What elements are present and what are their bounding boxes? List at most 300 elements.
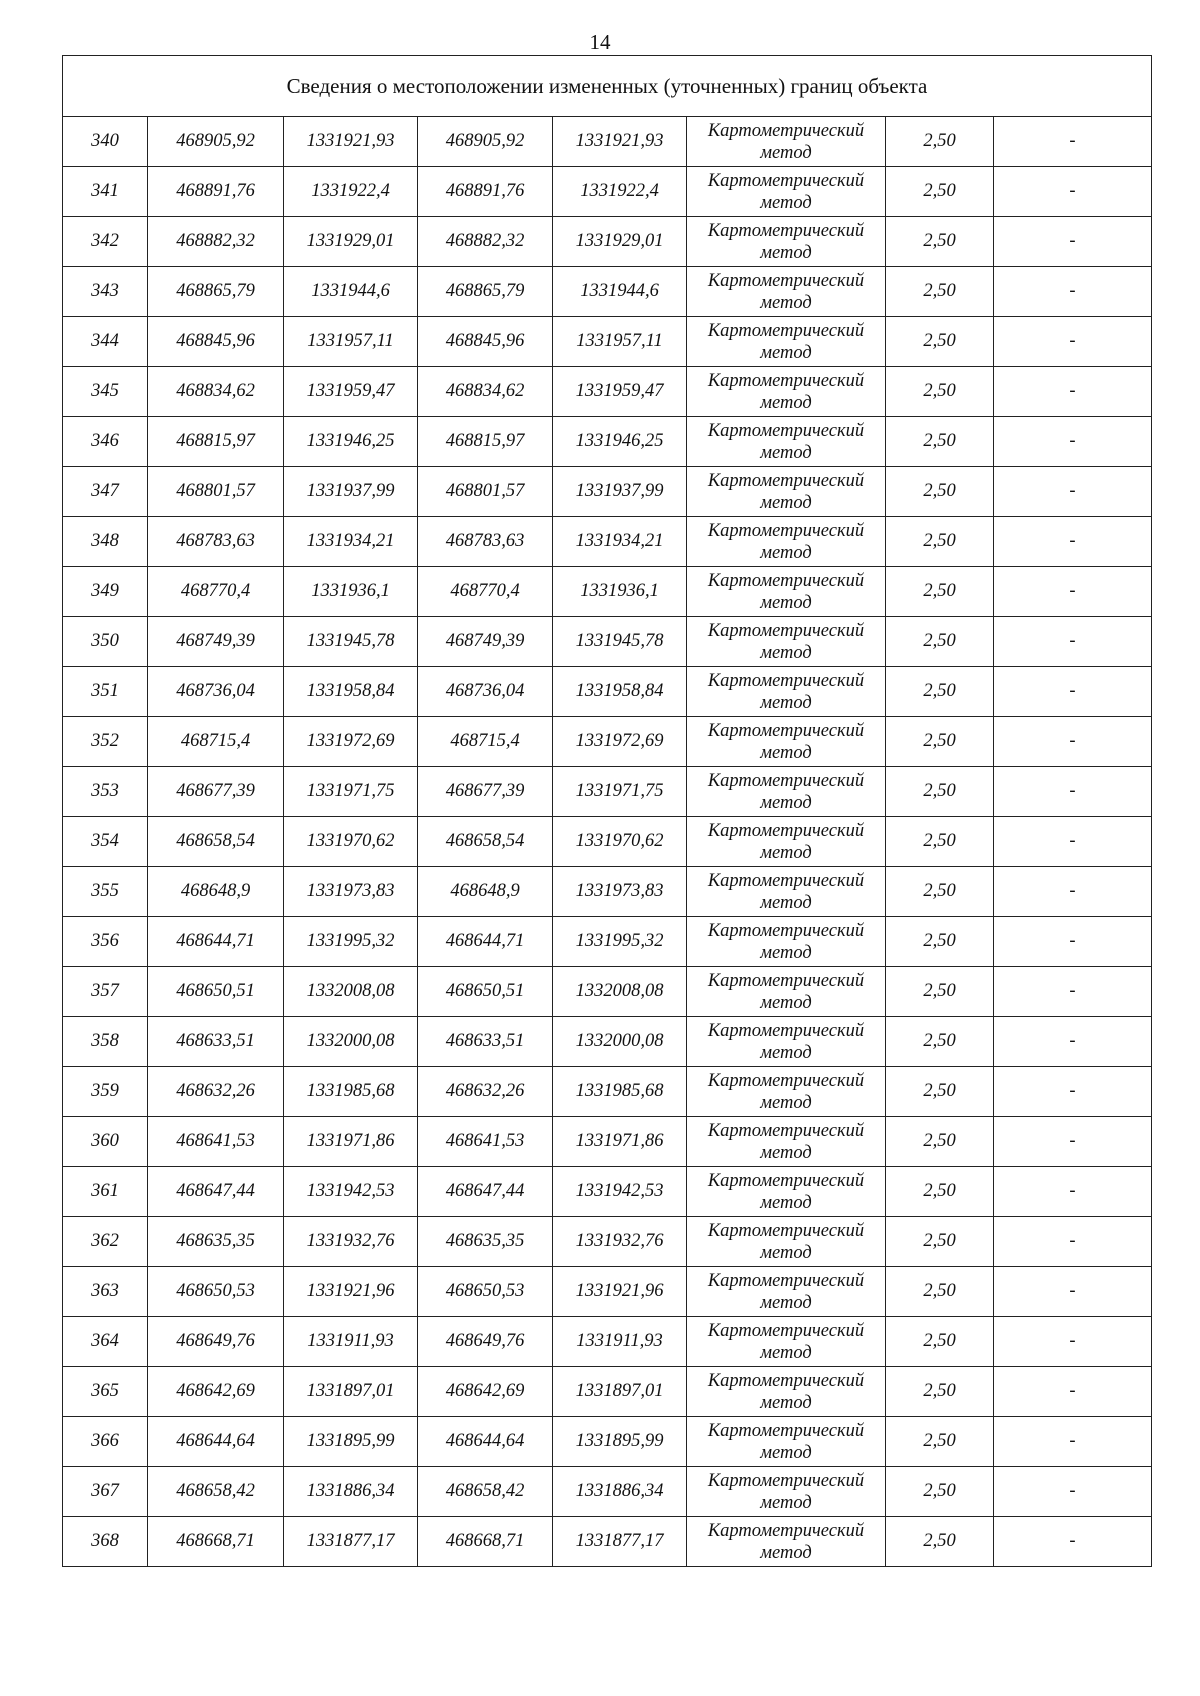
method-line-2: метод: [760, 1492, 812, 1513]
table-row: [63, 317, 1152, 367]
existing-x-cell: 468649,76: [148, 1317, 284, 1367]
existing-x-cell: 468783,63: [148, 517, 284, 567]
method-line-2: метод: [760, 1542, 812, 1563]
precision-cell: 2,50: [886, 117, 994, 167]
note-cell: -: [994, 117, 1152, 167]
method-line-1: Картометрический: [707, 1120, 865, 1141]
method-line-2: метод: [760, 392, 812, 413]
refined-y-cell: 1331886,34: [553, 1467, 687, 1517]
refined-x-cell: 468650,51: [418, 967, 553, 1017]
refined-y-cell: 1331971,86: [553, 1117, 687, 1167]
method-cell: [687, 467, 886, 517]
table-row: [63, 1367, 1152, 1417]
note-cell: -: [994, 467, 1152, 517]
method-line-2: метод: [760, 1142, 812, 1163]
existing-y-cell: 1331932,76: [284, 1217, 418, 1267]
method-line-2: метод: [760, 492, 812, 513]
precision-cell: 2,50: [886, 867, 994, 917]
table-row: [63, 367, 1152, 417]
point-number-cell: 341: [63, 167, 148, 217]
precision-cell: 2,50: [886, 217, 994, 267]
method-line-1: Картометрический: [707, 820, 865, 841]
point-number-cell: 348: [63, 517, 148, 567]
existing-x-cell: 468668,71: [148, 1517, 284, 1567]
existing-y-cell: 1331972,69: [284, 717, 418, 767]
table-title: Сведения о местоположении измененных (уточненных) границ объекта: [63, 56, 1152, 117]
refined-x-cell: 468641,53: [418, 1117, 553, 1167]
refined-y-cell: 1331922,4: [553, 167, 687, 217]
table-row: [63, 517, 1152, 567]
refined-y-cell: 1331929,01: [553, 217, 687, 267]
refined-x-cell: 468658,42: [418, 1467, 553, 1517]
refined-y-cell: 1331973,83: [553, 867, 687, 917]
note-cell: -: [994, 167, 1152, 217]
existing-x-cell: 468650,51: [148, 967, 284, 1017]
table-row: [63, 667, 1152, 717]
precision-cell: 2,50: [886, 567, 994, 617]
method-line-1: Картометрический: [707, 220, 865, 241]
refined-x-cell: 468650,53: [418, 1267, 553, 1317]
precision-cell: 2,50: [886, 1467, 994, 1517]
precision-cell: 2,50: [886, 1117, 994, 1167]
existing-y-cell: 1331895,99: [284, 1417, 418, 1467]
method-cell: [687, 267, 886, 317]
method-cell: [687, 1367, 886, 1417]
table-row: [63, 817, 1152, 867]
method-cell: [687, 667, 886, 717]
method-cell: [687, 717, 886, 767]
table-row: [63, 967, 1152, 1017]
method-line-1: Картометрический: [707, 1020, 865, 1041]
existing-y-cell: 1332000,08: [284, 1017, 418, 1067]
method-line-1: Картометрический: [707, 470, 865, 491]
table-row: [63, 467, 1152, 517]
method-line-2: метод: [760, 942, 812, 963]
refined-x-cell: 468633,51: [418, 1017, 553, 1067]
point-number-cell: 361: [63, 1167, 148, 1217]
existing-x-cell: 468642,69: [148, 1367, 284, 1417]
method-line-1: Картометрический: [707, 1320, 865, 1341]
existing-y-cell: 1331911,93: [284, 1317, 418, 1367]
refined-y-cell: 1331877,17: [553, 1517, 687, 1567]
note-cell: -: [994, 1067, 1152, 1117]
method-line-1: Картометрический: [707, 370, 865, 391]
method-line-2: метод: [760, 1392, 812, 1413]
method-line-2: метод: [760, 642, 812, 663]
method-line-1: Картометрический: [707, 720, 865, 741]
note-cell: -: [994, 767, 1152, 817]
precision-cell: 2,50: [886, 517, 994, 567]
note-cell: -: [994, 967, 1152, 1017]
method-line-1: Картометрический: [707, 320, 865, 341]
refined-x-cell: 468749,39: [418, 617, 553, 667]
point-number-cell: 368: [63, 1517, 148, 1567]
existing-y-cell: 1331970,62: [284, 817, 418, 867]
existing-x-cell: 468865,79: [148, 267, 284, 317]
refined-x-cell: 468715,4: [418, 717, 553, 767]
precision-cell: 2,50: [886, 967, 994, 1017]
method-cell: [687, 117, 886, 167]
refined-y-cell: 1331895,99: [553, 1417, 687, 1467]
refined-x-cell: 468642,69: [418, 1367, 553, 1417]
note-cell: -: [994, 517, 1152, 567]
refined-y-cell: 1332000,08: [553, 1017, 687, 1067]
method-line-1: Картометрический: [707, 520, 865, 541]
method-cell: [687, 1317, 886, 1367]
table-row: [63, 1317, 1152, 1367]
point-number-cell: 367: [63, 1467, 148, 1517]
note-cell: -: [994, 1317, 1152, 1367]
method-line-2: метод: [760, 342, 812, 363]
method-cell: [687, 1217, 886, 1267]
existing-x-cell: 468815,97: [148, 417, 284, 467]
point-number-cell: 346: [63, 417, 148, 467]
existing-x-cell: 468801,57: [148, 467, 284, 517]
existing-x-cell: 468905,92: [148, 117, 284, 167]
existing-y-cell: 1331959,47: [284, 367, 418, 417]
existing-x-cell: 468650,53: [148, 1267, 284, 1317]
note-cell: -: [994, 1217, 1152, 1267]
method-cell: [687, 967, 886, 1017]
existing-y-cell: 1331886,34: [284, 1467, 418, 1517]
refined-y-cell: 1331937,99: [553, 467, 687, 517]
existing-x-cell: 468635,35: [148, 1217, 284, 1267]
point-number-cell: 355: [63, 867, 148, 917]
precision-cell: 2,50: [886, 917, 994, 967]
refined-y-cell: 1331897,01: [553, 1367, 687, 1417]
existing-x-cell: 468834,62: [148, 367, 284, 417]
method-cell: [687, 317, 886, 367]
existing-y-cell: 1331936,1: [284, 567, 418, 617]
note-cell: -: [994, 1267, 1152, 1317]
method-line-2: метод: [760, 792, 812, 813]
boundary-coordinates-table: [62, 55, 1152, 1567]
refined-y-cell: 1331995,32: [553, 917, 687, 967]
refined-x-cell: 468882,32: [418, 217, 553, 267]
point-number-cell: 362: [63, 1217, 148, 1267]
refined-x-cell: 468635,35: [418, 1217, 553, 1267]
note-cell: -: [994, 867, 1152, 917]
table-row: [63, 1517, 1152, 1567]
existing-x-cell: 468715,4: [148, 717, 284, 767]
point-number-cell: 353: [63, 767, 148, 817]
method-line-1: Картометрический: [707, 670, 865, 691]
table-row: [63, 117, 1152, 167]
refined-x-cell: 468834,62: [418, 367, 553, 417]
note-cell: -: [994, 917, 1152, 967]
refined-x-cell: 468632,26: [418, 1067, 553, 1117]
table-row: [63, 917, 1152, 967]
table-row: [63, 867, 1152, 917]
method-cell: [687, 917, 886, 967]
existing-y-cell: 1331929,01: [284, 217, 418, 267]
table-row: [63, 567, 1152, 617]
note-cell: -: [994, 1517, 1152, 1567]
existing-y-cell: 1331971,75: [284, 767, 418, 817]
refined-y-cell: 1331942,53: [553, 1167, 687, 1217]
existing-y-cell: 1331922,4: [284, 167, 418, 217]
refined-y-cell: 1332008,08: [553, 967, 687, 1017]
precision-cell: 2,50: [886, 667, 994, 717]
note-cell: -: [994, 1167, 1152, 1217]
precision-cell: 2,50: [886, 1517, 994, 1567]
note-cell: -: [994, 1117, 1152, 1167]
method-line-1: Картометрический: [707, 420, 865, 441]
refined-y-cell: 1331945,78: [553, 617, 687, 667]
point-number-cell: 350: [63, 617, 148, 667]
refined-x-cell: 468668,71: [418, 1517, 553, 1567]
precision-cell: 2,50: [886, 267, 994, 317]
method-line-2: метод: [760, 192, 812, 213]
existing-x-cell: 468647,44: [148, 1167, 284, 1217]
note-cell: -: [994, 667, 1152, 717]
point-number-cell: 354: [63, 817, 148, 867]
table-row: [63, 1167, 1152, 1217]
note-cell: -: [994, 1017, 1152, 1067]
method-line-2: метод: [760, 692, 812, 713]
existing-y-cell: 1331877,17: [284, 1517, 418, 1567]
precision-cell: 2,50: [886, 1267, 994, 1317]
precision-cell: 2,50: [886, 1067, 994, 1117]
table-row: [63, 617, 1152, 667]
refined-y-cell: 1331985,68: [553, 1067, 687, 1117]
method-line-2: метод: [760, 242, 812, 263]
precision-cell: 2,50: [886, 317, 994, 367]
existing-y-cell: 1331985,68: [284, 1067, 418, 1117]
method-line-1: Картометрический: [707, 270, 865, 291]
refined-x-cell: 468677,39: [418, 767, 553, 817]
existing-x-cell: 468882,32: [148, 217, 284, 267]
existing-x-cell: 468658,42: [148, 1467, 284, 1517]
refined-y-cell: 1331921,96: [553, 1267, 687, 1317]
method-line-2: метод: [760, 1342, 812, 1363]
method-cell: [687, 567, 886, 617]
precision-cell: 2,50: [886, 1217, 994, 1267]
method-line-2: метод: [760, 842, 812, 863]
existing-x-cell: 468891,76: [148, 167, 284, 217]
refined-y-cell: 1331911,93: [553, 1317, 687, 1367]
precision-cell: 2,50: [886, 1367, 994, 1417]
existing-y-cell: 1331973,83: [284, 867, 418, 917]
table-title-row: [63, 56, 1152, 117]
table-row: [63, 267, 1152, 317]
point-number-cell: 345: [63, 367, 148, 417]
existing-x-cell: 468677,39: [148, 767, 284, 817]
refined-x-cell: 468865,79: [418, 267, 553, 317]
precision-cell: 2,50: [886, 767, 994, 817]
precision-cell: 2,50: [886, 467, 994, 517]
method-cell: [687, 217, 886, 267]
method-line-2: метод: [760, 442, 812, 463]
existing-y-cell: 1331944,6: [284, 267, 418, 317]
refined-y-cell: 1331932,76: [553, 1217, 687, 1267]
refined-x-cell: 468658,54: [418, 817, 553, 867]
refined-x-cell: 468644,64: [418, 1417, 553, 1467]
refined-y-cell: 1331936,1: [553, 567, 687, 617]
note-cell: -: [994, 717, 1152, 767]
existing-y-cell: 1331897,01: [284, 1367, 418, 1417]
table-row: [63, 1467, 1152, 1517]
method-cell: [687, 617, 886, 667]
note-cell: -: [994, 317, 1152, 367]
refined-x-cell: 468770,4: [418, 567, 553, 617]
precision-cell: 2,50: [886, 1417, 994, 1467]
method-line-2: метод: [760, 592, 812, 613]
refined-x-cell: 468815,97: [418, 417, 553, 467]
method-cell: [687, 1517, 886, 1567]
table-row: [63, 1067, 1152, 1117]
precision-cell: 2,50: [886, 167, 994, 217]
method-cell: [687, 1167, 886, 1217]
existing-y-cell: 1331945,78: [284, 617, 418, 667]
point-number-cell: 352: [63, 717, 148, 767]
existing-x-cell: 468648,9: [148, 867, 284, 917]
method-line-1: Картометрический: [707, 770, 865, 791]
point-number-cell: 360: [63, 1117, 148, 1167]
table-row: [63, 1417, 1152, 1467]
refined-y-cell: 1331970,62: [553, 817, 687, 867]
method-line-2: метод: [760, 142, 812, 163]
method-line-2: метод: [760, 292, 812, 313]
refined-y-cell: 1331944,6: [553, 267, 687, 317]
method-cell: [687, 767, 886, 817]
refined-y-cell: 1331971,75: [553, 767, 687, 817]
existing-x-cell: 468641,53: [148, 1117, 284, 1167]
method-cell: [687, 1417, 886, 1467]
method-line-2: метод: [760, 992, 812, 1013]
precision-cell: 2,50: [886, 1317, 994, 1367]
refined-x-cell: 468845,96: [418, 317, 553, 367]
method-line-2: метод: [760, 1192, 812, 1213]
note-cell: -: [994, 217, 1152, 267]
existing-y-cell: 1331942,53: [284, 1167, 418, 1217]
existing-x-cell: 468736,04: [148, 667, 284, 717]
refined-x-cell: 468648,9: [418, 867, 553, 917]
precision-cell: 2,50: [886, 717, 994, 767]
existing-y-cell: 1331946,25: [284, 417, 418, 467]
existing-y-cell: 1331958,84: [284, 667, 418, 717]
method-line-2: метод: [760, 892, 812, 913]
existing-y-cell: 1331937,99: [284, 467, 418, 517]
point-number-cell: 357: [63, 967, 148, 1017]
refined-x-cell: 468891,76: [418, 167, 553, 217]
point-number-cell: 358: [63, 1017, 148, 1067]
method-cell: [687, 367, 886, 417]
table-row: [63, 1017, 1152, 1067]
method-line-1: Картометрический: [707, 970, 865, 991]
point-number-cell: 363: [63, 1267, 148, 1317]
precision-cell: 2,50: [886, 817, 994, 867]
point-number-cell: 347: [63, 467, 148, 517]
refined-x-cell: 468783,63: [418, 517, 553, 567]
method-cell: [687, 1017, 886, 1067]
method-cell: [687, 417, 886, 467]
table-row: [63, 767, 1152, 817]
refined-y-cell: 1331934,21: [553, 517, 687, 567]
note-cell: -: [994, 567, 1152, 617]
point-number-cell: 342: [63, 217, 148, 267]
refined-y-cell: 1331921,93: [553, 117, 687, 167]
method-line-2: метод: [760, 1242, 812, 1263]
method-line-2: метод: [760, 1092, 812, 1113]
method-line-1: Картометрический: [707, 570, 865, 591]
point-number-cell: 340: [63, 117, 148, 167]
existing-y-cell: 1331921,93: [284, 117, 418, 167]
existing-y-cell: 1331934,21: [284, 517, 418, 567]
method-cell: [687, 1117, 886, 1167]
existing-y-cell: 1331921,96: [284, 1267, 418, 1317]
point-number-cell: 356: [63, 917, 148, 967]
point-number-cell: 349: [63, 567, 148, 617]
table-row: [63, 167, 1152, 217]
refined-y-cell: 1331972,69: [553, 717, 687, 767]
table-row: [63, 717, 1152, 767]
refined-y-cell: 1331958,84: [553, 667, 687, 717]
refined-x-cell: 468736,04: [418, 667, 553, 717]
refined-x-cell: 468644,71: [418, 917, 553, 967]
existing-x-cell: 468749,39: [148, 617, 284, 667]
method-cell: [687, 167, 886, 217]
point-number-cell: 365: [63, 1367, 148, 1417]
method-cell: [687, 1067, 886, 1117]
refined-x-cell: 468801,57: [418, 467, 553, 517]
method-cell: [687, 817, 886, 867]
method-line-1: Картометрический: [707, 1370, 865, 1391]
existing-x-cell: 468644,71: [148, 917, 284, 967]
existing-x-cell: 468658,54: [148, 817, 284, 867]
method-cell: [687, 1267, 886, 1317]
existing-x-cell: 468845,96: [148, 317, 284, 367]
method-line-1: Картометрический: [707, 1420, 865, 1441]
existing-x-cell: 468770,4: [148, 567, 284, 617]
existing-y-cell: 1331995,32: [284, 917, 418, 967]
method-line-1: Картометрический: [707, 170, 865, 191]
method-line-1: Картометрический: [707, 120, 865, 141]
refined-y-cell: 1331957,11: [553, 317, 687, 367]
method-cell: [687, 1467, 886, 1517]
method-line-2: метод: [760, 1042, 812, 1063]
existing-y-cell: 1331971,86: [284, 1117, 418, 1167]
refined-x-cell: 468647,44: [418, 1167, 553, 1217]
point-number-cell: 351: [63, 667, 148, 717]
method-line-1: Картометрический: [707, 920, 865, 941]
method-line-1: Картометрический: [707, 620, 865, 641]
existing-y-cell: 1332008,08: [284, 967, 418, 1017]
method-line-2: метод: [760, 1292, 812, 1313]
table-row: [63, 217, 1152, 267]
method-line-2: метод: [760, 542, 812, 563]
method-line-1: Картометрический: [707, 1170, 865, 1191]
precision-cell: 2,50: [886, 617, 994, 667]
precision-cell: 2,50: [886, 1167, 994, 1217]
method-line-1: Картометрический: [707, 1470, 865, 1491]
existing-x-cell: 468644,64: [148, 1417, 284, 1467]
method-line-1: Картометрический: [707, 1070, 865, 1091]
refined-x-cell: 468905,92: [418, 117, 553, 167]
note-cell: -: [994, 1367, 1152, 1417]
table-row: [63, 417, 1152, 467]
existing-y-cell: 1331957,11: [284, 317, 418, 367]
point-number-cell: 344: [63, 317, 148, 367]
precision-cell: 2,50: [886, 367, 994, 417]
method-cell: [687, 517, 886, 567]
method-line-1: Картометрический: [707, 870, 865, 891]
method-line-1: Картометрический: [707, 1520, 865, 1541]
point-number-cell: 343: [63, 267, 148, 317]
existing-x-cell: 468632,26: [148, 1067, 284, 1117]
note-cell: -: [994, 617, 1152, 667]
refined-y-cell: 1331946,25: [553, 417, 687, 467]
